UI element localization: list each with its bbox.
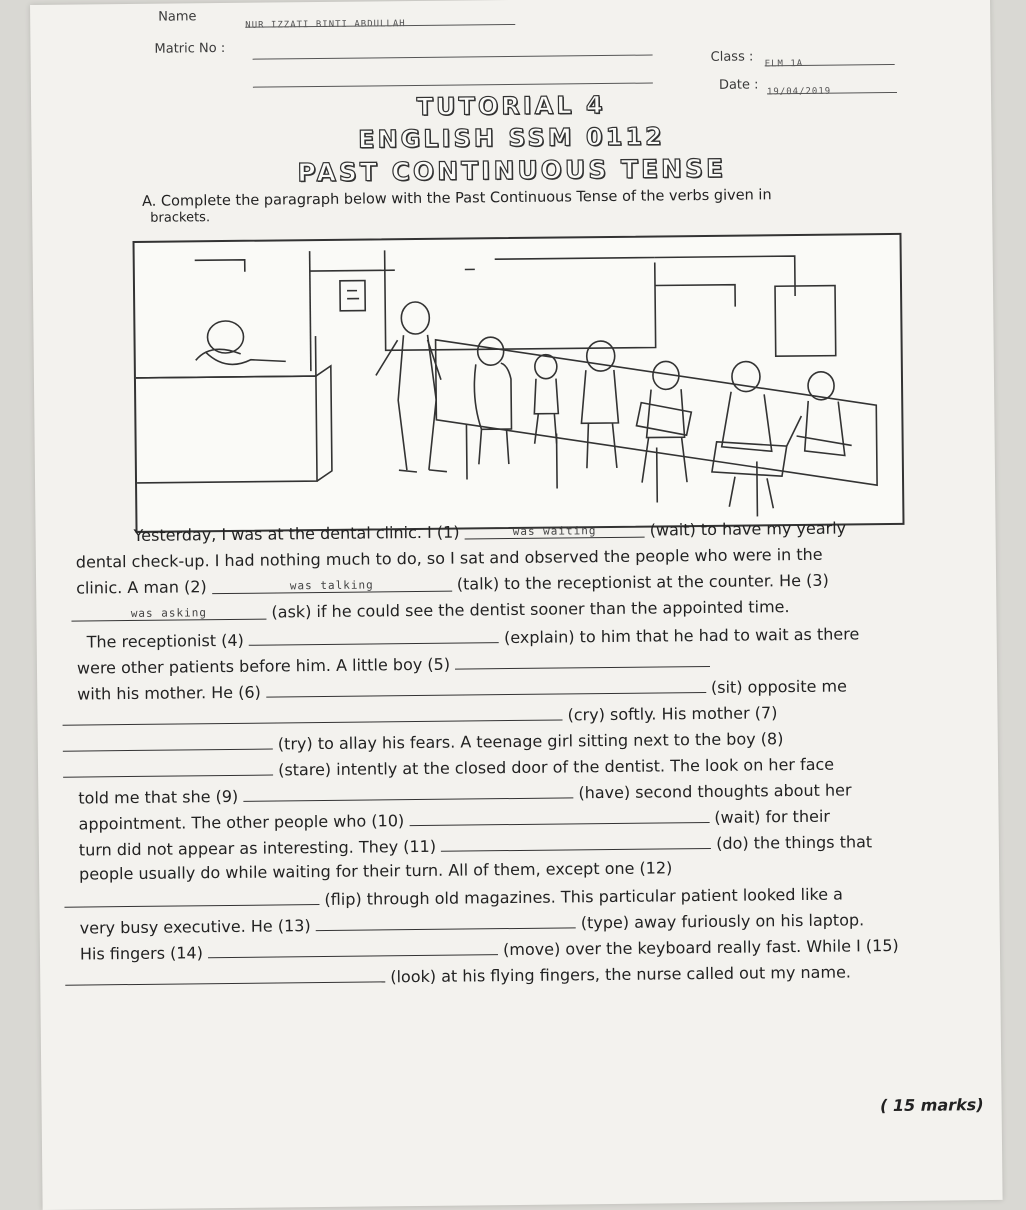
text: (ask) if he could see the dentist sooner than the appointed time. <box>271 597 790 622</box>
answer-2: was talking <box>289 578 374 593</box>
text: Yesterday, I was at the dental clinic. I (1) <box>133 522 460 545</box>
answer-blank-13[interactable] <box>316 911 576 931</box>
text: (look) at his flying fingers, the nurse called out my name. <box>390 962 852 987</box>
answer-blank-12[interactable] <box>64 888 319 908</box>
date-value: 19/04/2019 <box>766 86 832 98</box>
dental-clinic-illustration <box>133 233 905 533</box>
name-label: Name <box>158 9 197 25</box>
name-field <box>245 10 515 31</box>
paragraph-line <box>62 699 992 730</box>
instruction-line-1: A. Complete the paragraph below with the Past Continuous Tense of the verbs given in <box>142 187 772 210</box>
name-value: NUR IZZATI BINTI ABDULLAH <box>245 19 406 31</box>
text: (wait) to have my yearly <box>649 518 847 540</box>
text: His fingers (14) <box>79 943 204 964</box>
text: very busy executive. He (13) <box>79 916 311 938</box>
class-value: ELM 1A <box>764 58 804 70</box>
paragraph-line <box>87 621 1017 652</box>
text: (wait) for their <box>714 806 831 827</box>
text: people usually do while waiting for their turn. All of them, except one (12) <box>79 858 673 884</box>
answer-blank-10[interactable] <box>409 806 709 826</box>
blank-line <box>253 69 653 88</box>
paragraph-line <box>64 881 994 912</box>
answer-blank-5[interactable] <box>455 650 710 670</box>
answer-1: was waiting <box>512 524 597 539</box>
text: appointment. The other people who (10) <box>78 811 405 834</box>
paragraph-line <box>78 777 1008 808</box>
paragraph-line <box>79 855 1009 884</box>
paragraph-line <box>71 595 1001 624</box>
answer-blank-7[interactable] <box>63 733 273 752</box>
paragraph-line <box>77 647 1007 678</box>
answer-blank-9[interactable] <box>243 781 573 801</box>
text: dental check-up. I had nothing much to do, so I sat and observed the people who were in the <box>75 544 823 572</box>
text: (sit) opposite me <box>710 676 848 697</box>
matric-field <box>252 41 652 60</box>
text: clinic. A man (2) <box>76 577 207 598</box>
answer-blank-3[interactable] <box>71 603 266 622</box>
paragraph-line <box>63 725 993 756</box>
text: (do) the things that <box>716 832 873 853</box>
text: (flip) through old magazines. This particular patient looked like a <box>324 884 843 909</box>
text: The receptionist (4) <box>86 630 244 652</box>
answer-blank-15[interactable] <box>65 965 385 985</box>
paragraph-line <box>80 907 1010 938</box>
paragraph-line <box>78 803 1008 834</box>
text: (talk) to the receptionist at the counter. He (3) <box>456 570 829 594</box>
answer-3: was asking <box>130 606 208 621</box>
matric-label: Matric No : <box>154 40 226 57</box>
text: (have) second thoughts about her <box>578 780 852 803</box>
text: (type) away furiously on his laptop. <box>580 910 865 933</box>
answer-blank-6b[interactable] <box>62 703 562 725</box>
answer-blank-6[interactable] <box>266 676 706 698</box>
text: (move) over the keyboard really fast. While I (15) <box>503 935 899 960</box>
paragraph-line <box>65 959 995 990</box>
class-label: Class : <box>710 49 754 65</box>
text: (stare) intently at the closed door of the dentist. The look on her face <box>278 754 835 780</box>
marks-label: ( 15 marks) <box>879 1095 984 1116</box>
class-field <box>764 50 895 70</box>
text: told me that she (9) <box>78 786 239 808</box>
worksheet-page <box>30 0 1003 1210</box>
answer-blank-4[interactable] <box>249 626 499 646</box>
text: were other patients before him. A little boy (5) <box>76 654 451 678</box>
answer-blank-11[interactable] <box>441 832 711 852</box>
answer-blank-8[interactable] <box>63 759 273 778</box>
paragraph-line <box>76 543 1006 572</box>
title-course: ENGLISH SSM 0112 <box>357 122 665 154</box>
paragraph-line <box>63 751 993 782</box>
title-tutorial: TUTORIAL 4 <box>416 91 606 121</box>
text: with his mother. He (6) <box>77 682 261 704</box>
paragraph-line <box>79 829 1009 860</box>
text: (cry) softly. His mother (7) <box>567 703 778 725</box>
paragraph-line <box>76 569 1006 598</box>
text: turn did not appear as interesting. They (11) <box>78 836 437 860</box>
answer-blank-1[interactable] <box>465 521 645 540</box>
waiting-room-drawing <box>135 235 903 531</box>
paragraph-line <box>77 673 1007 704</box>
date-label: Date : <box>718 77 759 93</box>
text: (explain) to him that he had to wait as there <box>503 624 860 648</box>
paragraph-line <box>80 933 1010 964</box>
instruction-line-2: brackets. <box>150 210 211 226</box>
text: (try) to allay his fears. A teenage girl sitting next to the boy (8) <box>277 729 784 754</box>
title-topic: PAST CONTINUOUS TENSE <box>297 153 727 188</box>
answer-blank-14[interactable] <box>208 938 498 958</box>
answer-blank-2[interactable] <box>212 575 452 595</box>
